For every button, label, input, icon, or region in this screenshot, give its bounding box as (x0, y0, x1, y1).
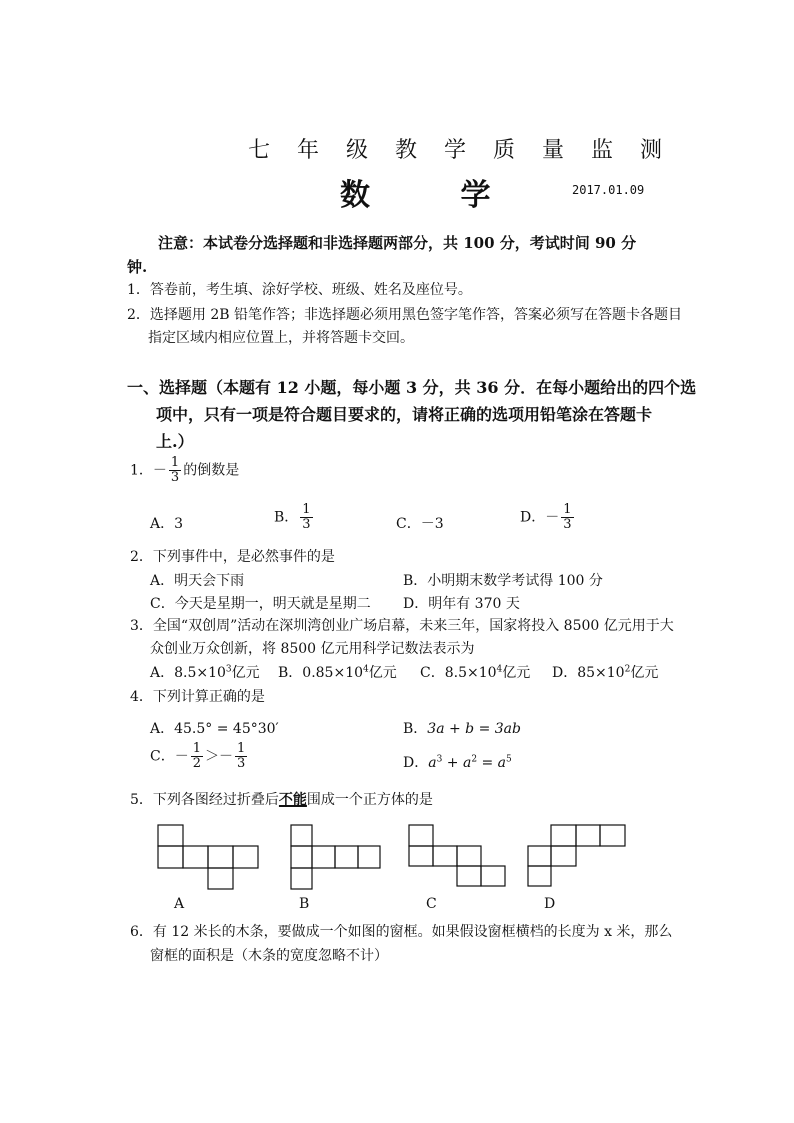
net-label-b: B (299, 896, 310, 912)
question-6-line1: 6．有 12 米长的木条，要做成一个如图的窗框。如果假设窗框横档的长度为 x 米，那么 (130, 924, 673, 940)
net-b (291, 825, 380, 889)
q1-suffix: 的倒数是 (183, 462, 240, 479)
section1-line3: 上.） (156, 432, 194, 451)
question-2-stem: 2．下列事件中，是必然事件的是 (130, 549, 335, 565)
notice-line1: 注意：本试卷分选择题和非选择题两部分，共 100 分，考试时间 90 分 (158, 234, 637, 252)
notice-item-1: 1．答卷前，考生填、涂好学校、班级、姓名及座位号。 (127, 282, 472, 298)
exam-title: 七 年 级 教 学 质 量 监 测 (248, 138, 672, 163)
notice-item-2b: 指定区域内相应位置上，并将答题卡交回。 (148, 330, 414, 346)
section1-line1: 一、选择题（本题有 12 小题，每小题 3 分，共 36 分．在每小题给出的四个选 (127, 378, 697, 397)
notice-item-2a: 2．选择题用 2B 铅笔作答；非选择题必须用黑色签字笔作答，答案必须写在答题卡各题目 (127, 307, 683, 323)
net-d (528, 825, 625, 886)
net-label-d: D (544, 896, 556, 912)
q4-option-c: C．－ $\frac{1}{2}$ ＞－ $\frac{1}{3}$ (150, 741, 246, 771)
q3-option-c: C．$8.5\times 10^4$亿元 (420, 664, 531, 681)
q4-option-d: D．$a^3 + a^2 = a^5$ (403, 754, 512, 771)
q3-option-a: A．$8.5\times 10^3$亿元 (150, 664, 260, 681)
question-3-line1: 3．全国“双创周”活动在深圳湾创业广场启幕，未来三年，国家将投入 8500 亿元用于大 (130, 618, 674, 634)
question-6-line2: 窗框的面积是（木条的宽度忽略不计） (150, 948, 388, 964)
q4-option-a: A．45.5° = 45°30′ (150, 721, 279, 737)
question-3-line2: 众创业万众创新，将 8500 亿元用科学记数法表示为 (150, 641, 475, 657)
q2-option-a: A．明天会下雨 (150, 573, 245, 589)
net-a (158, 825, 258, 889)
exam-date: 2017.01.09 (572, 183, 645, 197)
net-label-c: C (426, 896, 437, 912)
q1-fraction: $\frac{1}{3}$ (170, 455, 180, 485)
q2-option-b: B．小明期末数学考试得 100 分 (403, 573, 603, 589)
question-4-stem: 4．下列计算正确的是 (130, 689, 265, 705)
q1-option-b: B． $\frac{1}{3}$ (274, 502, 311, 532)
q5-emphasis: 不能 (278, 792, 307, 808)
q3-option-d: D．$85\times 10^2$亿元 (552, 664, 659, 681)
q3-option-b: B．$0.85\times 10^4$亿元 (278, 664, 397, 681)
q1-option-d: D．－ $\frac{1}{3}$ (520, 502, 572, 532)
q4-option-b: B．3a + b = 3ab (403, 721, 521, 737)
q1-prefix: 1．－ (130, 462, 167, 479)
question-5-stem: 5．下列各图经过折叠后不能围成一个正方体的是 (130, 792, 433, 808)
net-c (409, 825, 505, 886)
q1-option-c: C．－3 (396, 516, 444, 532)
q1-option-a: A．3 (150, 516, 184, 532)
section1-line2: 项中，只有一项是符合题目要求的，请将正确的选项用铅笔涂在答题卡 (156, 405, 653, 424)
subject-title: 数 学 (340, 178, 531, 213)
net-label-a: A (174, 896, 185, 912)
notice-line2: 钟. (127, 258, 148, 276)
q2-option-c: C．今天是星期一，明天就是星期二 (150, 596, 371, 612)
q2-option-d: D．明年有 370 天 (403, 596, 520, 612)
